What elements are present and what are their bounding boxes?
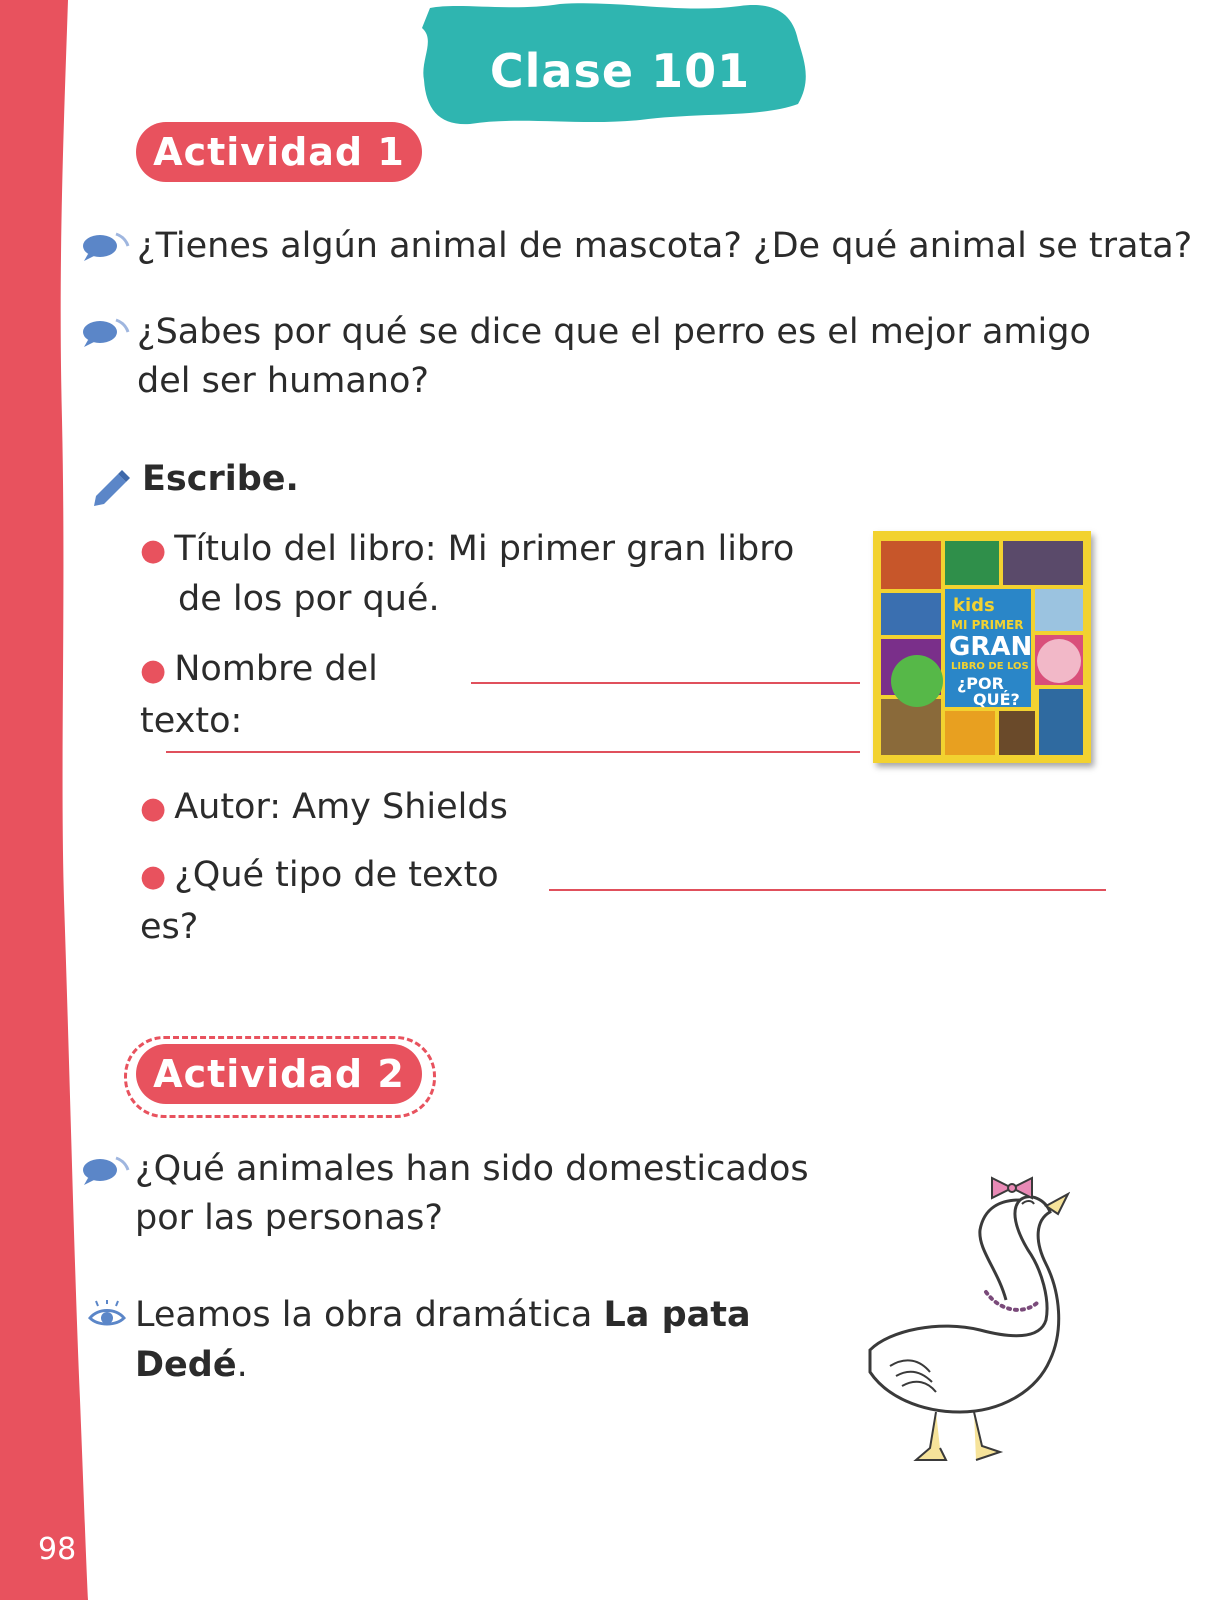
bullet-icon: ● (140, 791, 167, 826)
activity-1-question-1: ¿Tienes algún animal de mascota? ¿De qué animal se trata? (137, 226, 1193, 266)
book-line-1: MI PRIMER (951, 618, 1024, 632)
book-title-line-1 (140, 524, 840, 576)
pencil-icon (90, 466, 132, 508)
play-title: La pata Dedé (135, 1295, 751, 1385)
page-title: Clase 101 (489, 44, 751, 98)
page-number: 98 (38, 1532, 77, 1567)
bullet-icon: ● (140, 653, 167, 688)
speech-bubble-icon (82, 314, 130, 348)
duck-illustration (850, 1160, 1070, 1480)
author-item (140, 782, 740, 834)
book-line-5: QUÉ? (973, 690, 1020, 709)
activity-2-question-line-1: ¿Qué animales han sido domesticados (135, 1149, 809, 1189)
bullet-icon: ● (140, 533, 167, 568)
book-line-3: LIBRO DE LOS (951, 661, 1029, 672)
text-name-item (140, 644, 470, 746)
speech-bubble-icon (82, 1152, 130, 1186)
book-line-4: ¿POR (957, 674, 1004, 693)
text-type-answer-line[interactable] (549, 889, 1106, 891)
book-title-line-2: de los por qué. (178, 579, 440, 619)
text-type-label: ¿Qué tipo de texto es? (140, 855, 499, 947)
write-heading: Escribe. (142, 459, 299, 499)
activity-2-badge: Actividad 2 (136, 1044, 422, 1104)
book-line-2: GRAN (949, 632, 1033, 662)
book-brand: kids (953, 595, 995, 616)
book-cover-image (873, 531, 1091, 763)
read-instruction (135, 1290, 855, 1390)
read-prefix: Leamos la obra dramática (135, 1295, 604, 1335)
book-title-text: Título del libro: Mi primer gran libro (174, 529, 795, 569)
text-name-label: Nombre del texto: (140, 649, 378, 741)
author-text: Autor: Amy Shields (174, 787, 508, 827)
text-name-answer-line-2[interactable] (166, 751, 860, 753)
text-type-item (140, 850, 550, 952)
activity-1-question-2-line-1: ¿Sabes por qué se dice que el perro es el mejor amigo (137, 312, 1091, 352)
text-name-answer-line-1[interactable] (471, 682, 860, 684)
book-cover-art (873, 531, 1091, 763)
activity-1-badge: Actividad 1 (136, 122, 422, 182)
bullet-icon: ● (140, 859, 167, 894)
activity-2-question-line-2: por las personas? (135, 1198, 443, 1238)
speech-bubble-icon (82, 228, 130, 262)
eye-icon (86, 1300, 128, 1330)
read-suffix: . (236, 1345, 248, 1385)
activity-1-question-2-line-2: del ser humano? (137, 361, 429, 401)
